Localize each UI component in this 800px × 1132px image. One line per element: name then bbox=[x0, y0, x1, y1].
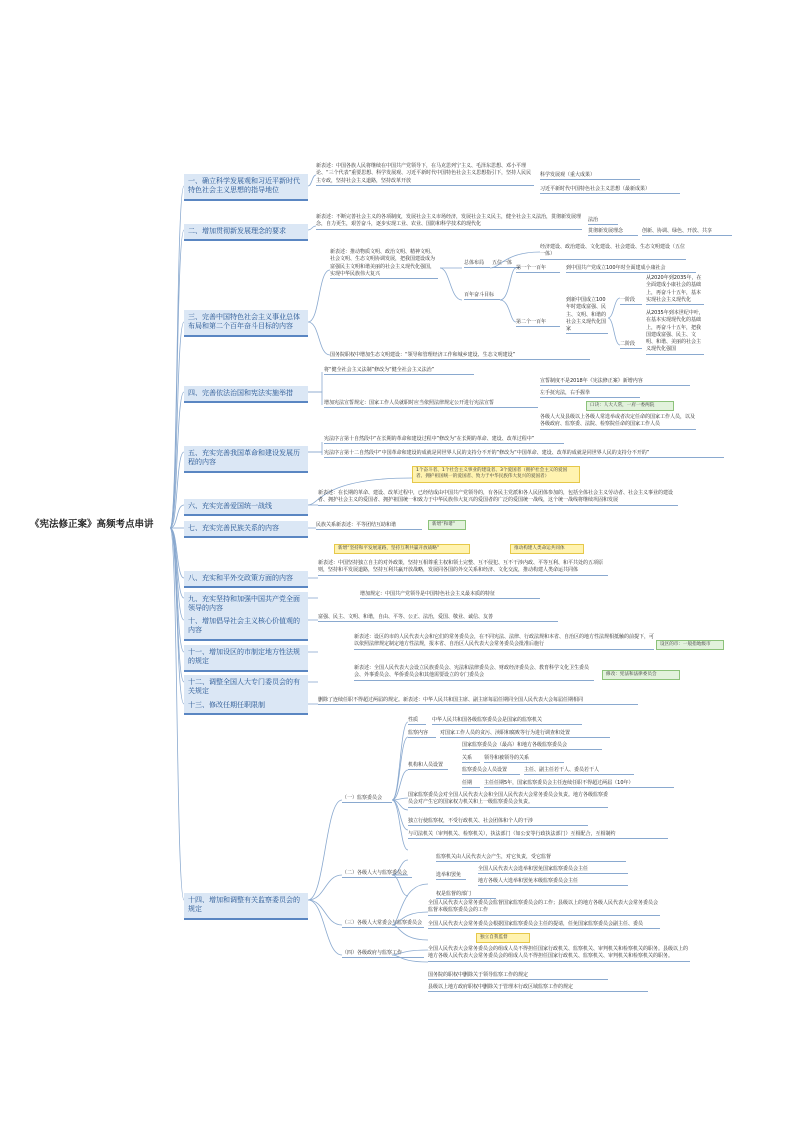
s3-restriction: 全国人民代表大会常务委员会的组成人员不得担任国家行政机关、监察机关、审判机关和检察机关的职务。县级以上的地方各级人民代表大会常务委员会的组成人员不得担任国家行政机关、监察机关、审判机关和检察机关的职务。 bbox=[428, 946, 690, 962]
topic-3-wuwei-content: 经济建设、政治建设、文化建设、社会建设、生态文明建设（五位一体） bbox=[540, 244, 686, 260]
s2-election-2: 地方各级人大选举和罢免本级监察委员会主任 bbox=[478, 878, 628, 886]
topic-11: 十一、增加设区的市制定地方性法规的规定 bbox=[184, 645, 308, 672]
topic-7-note: 新增“和谐” bbox=[428, 520, 466, 530]
mindmap-root: 《宪法修正案》高频考点串讲 bbox=[30, 519, 154, 530]
topic-7: 七、充实完善民族关系的内容 bbox=[184, 521, 308, 538]
topic-6: 六、充实完善爱国统一战线 bbox=[184, 499, 308, 516]
s3-appoint: 全国人民代表大会常务委员会根据国家监察委员会主任的提请，任免国家监察委员会副主任、委员 bbox=[428, 921, 660, 929]
topic-3-stage2: 二阶段 bbox=[620, 341, 642, 349]
s1-content: 监察内容 bbox=[408, 730, 436, 738]
topic-2: 二、增加贯彻新发展理念的要求 bbox=[184, 224, 308, 241]
topic-14-section-2: （二）各级人大与监察委员会 bbox=[342, 870, 412, 878]
topic-10-text: 富强、民主、文明、和谐，自由、平等、公正、法治，爱国、敬业、诚信、友善 bbox=[318, 614, 558, 622]
topic-2-branch-1: 法治 bbox=[588, 217, 618, 225]
topic-9: 九、充实坚持和加强中国共产党全面领导的内容 bbox=[184, 592, 308, 619]
topic-3-zongti: 总体布局 bbox=[464, 260, 490, 268]
topic-3-stage2-content: 从2035年到本世纪中叶，在基本实现现代化的基础上，再奋斗十五年，把我国建成富强、民主、文明、和谐、美丽的社会主义现代化强国 bbox=[646, 310, 704, 355]
s2-election-1: 全国人民代表大会选举和罢免国家监察委员会主任 bbox=[478, 866, 628, 874]
s1-nature-content: 中华人民共和国各级监察委员会是国家的监察机关 bbox=[432, 717, 582, 725]
topic-6-text: 新表述：在长期的革命、建设、改革过程中，已经结成由中国共产党领导的，有各民主党派和各人民团体参加的，包括全体社会主义劳动者、社会主义事业的建设者、拥护社会主义的爱国者、拥护祖国统一和致力于中华民族伟大复兴的爱国者的广泛的爱国统一战线，这个统一战线将继续巩固和发展 bbox=[318, 490, 678, 506]
topic-5: 五、充实完善我国革命和建设发展历程的内容 bbox=[184, 446, 308, 473]
topic-7-text-a: 民族关系新表述：平等团结互助和谐 bbox=[316, 522, 422, 530]
topic-13: 十三、修改任期任职限制 bbox=[184, 698, 308, 715]
topic-3: 三、完善中国特色社会主义事业总体布局和第二个百年奋斗目标的内容 bbox=[184, 310, 308, 337]
topic-12: 十二、调整全国人大专门委员会的有关规定 bbox=[184, 675, 308, 702]
s1-cooperation: 与司法机关（审判机关、检察机关），执法部门（如公安等行政执法部门）互相配合，互相制约 bbox=[408, 831, 668, 839]
topic-12-note: 修改：宪法和法律委员会 bbox=[602, 670, 680, 680]
topic-3-second-content: 到新中国成立100年时建成富强、民主、文明、和谐的社会主义现代化国家 bbox=[566, 297, 608, 334]
s1-structure-1: 国家监察委员会（最高）和地方各级监察委员会 bbox=[462, 742, 602, 750]
topic-8-note-2: 推动构建人类命运共同体 bbox=[510, 544, 584, 554]
topic-3-bainian: 百年奋斗目标 bbox=[464, 292, 500, 300]
s4-item-1: 国务院的职权中删除关于领导监察工作的规定 bbox=[428, 972, 608, 980]
topic-3-stage1-content: 从2020年到2035年，在全面建成小康社会的基础上，再奋斗十五年，基本实现社会主义现代化 bbox=[646, 275, 704, 305]
topic-3-stage1: 一阶段 bbox=[620, 297, 642, 305]
topic-14: 十四、增加和调整有关监察委员会的规定 bbox=[184, 893, 308, 920]
topic-8-text: 新表述：中国坚持独立自主的对外政策，坚持互相尊重主权和领土完整、互不侵犯、互不干涉内政、平等互利、和平共处的五项原则，坚持和平发展道路，坚持互利共赢开放战略，发展同各国的外交关系和经济、文化交流，推动构建人类命运共同体 bbox=[318, 560, 608, 576]
s1-structure: 机构和人员设置 bbox=[408, 762, 448, 770]
s1-nature: 性质 bbox=[408, 717, 426, 725]
topic-11-note: 设区的市：一般指地级市 bbox=[656, 640, 724, 650]
topic-14-section-1: （一）监察委员会 bbox=[342, 795, 392, 803]
s3-note: 独立自我监督 bbox=[476, 933, 530, 943]
s1-structure-2-content: 领导和被领导的关系 bbox=[484, 755, 564, 763]
topic-4-text-a: 将“健全社会主义法制”修改为“健全社会主义法治” bbox=[324, 367, 474, 375]
topic-3-wuwei: 五位一体 bbox=[492, 260, 520, 268]
topic-4: 四、完善依法治国和宪法实施举措 bbox=[184, 386, 308, 403]
topic-1: 一、确立科学发展观和习近平新时代特色社会主义思想的指导地位 bbox=[184, 174, 308, 201]
topic-9-text: 增加规定：中国共产党领导是中国特色社会主义最本质的特征 bbox=[360, 591, 540, 599]
topic-8: 八、充实和平外交政策方面的内容 bbox=[184, 571, 308, 588]
s3-supervise: 全国人民代表大会常务委员会监督国家监察委员会的工作；县级以上的地方各级人民代表大会常务委员会监督本级监察委员会的工作 bbox=[428, 900, 660, 916]
topic-12-text: 新表述：全国人民代表大会设立民族委员会、宪法和法律委员会、财政经济委员会、教育科学文化卫生委员会、外事委员会、华侨委员会和其他需要设立的专门委员会 bbox=[354, 665, 594, 681]
topic-5-text-a: 宪法序言第十自然段中“在长期的革命和建设过程中”修改为“在长期的革命、建设、改革过程中” bbox=[324, 436, 564, 444]
topic-14-section-3: （三）各级人大常委会与监察委员会 bbox=[342, 920, 424, 928]
topic-3-first: 第一个一百年 bbox=[516, 265, 560, 273]
topic-4-text-b: 增加宪法宣誓规定：国家工作人员就职时应当依照法律规定公开进行宪法宣誓 bbox=[324, 400, 538, 408]
topic-1-text: 新表述：中国各族人民将继续在中国共产党领导下，在马克思列宁主义、毛泽东思想、邓小平理论、“三个代表”重要思想、科学发展观、习近平新时代中国特色社会主义思想指引下，坚持人民民主专政，坚持社会主义道路，坚持改革开放 bbox=[316, 163, 534, 186]
topic-10: 十、增加倡导社会主义核心价值观的内容 bbox=[184, 614, 308, 641]
topic-2-branch-3: 创新、协调、绿色、开放、共享 bbox=[642, 228, 732, 236]
s1-structure-2: 关系 bbox=[462, 755, 480, 763]
topic-1-branch-2: 习近平新时代中国特色社会主义思想（最新成果） bbox=[540, 186, 680, 194]
topic-6-note: 1个奋斗者、1个社会主义事业的建设者、3个爱国者（拥护社会主义的爱国者、拥护祖国统一的爱国者、致力于中华民族伟大复兴的爱国者） bbox=[412, 466, 580, 483]
topic-8-note-1: 新增“坚持和平发展道路，坚持互利共赢开放战略” bbox=[334, 544, 470, 554]
s1-independence: 独立行使监察权，不受行政机关、社会团体和个人的干涉 bbox=[408, 818, 588, 826]
s1-term: 任期 bbox=[462, 780, 480, 788]
s2-election: 选举和罢免 bbox=[436, 872, 466, 880]
topic-1-branch-1: 科学发展观（重大成果） bbox=[540, 172, 640, 180]
topic-4-branch-2: 左手抚宪法，右手握拳 bbox=[540, 390, 640, 398]
topic-11-text: 新表述：设区的市的人民代表大会和它们的常务委员会，在不同宪法、法律、行政法规和本省、自治区的地方性法规相抵触的前提下，可以依照法律规定制定地方性法规，报本省、自治区人民代表大会常务委员会批准后施行 bbox=[354, 634, 654, 650]
topic-5-text-b: 宪法序言第十二自然段中“中国革命和建设的成就是同世界人民的支持分不开的”修改为“中国革命、建设、改革的成就是同世界人民的支持分不开的” bbox=[324, 450, 724, 458]
s4-item-2: 县级以上地方政府职权中删除关于管理本行政区域监察工作的规定 bbox=[428, 984, 648, 992]
s1-responsibility: 国家监察委员会对全国人民代表大会和全国人民代表大会常务委员会负责。地方各级监察委员会对产生它的国家权力机关和上一级监察委员会负责。 bbox=[408, 792, 608, 808]
topic-2-text: 新表述：不断完善社会主义的各项制度，发展社会主义市场经济，发展社会主义民主，健全社会主义法治，贯彻新发展理念，自力更生，艰苦奋斗，逐步实现工业、农业、国防和科学技术的现代化 bbox=[316, 214, 582, 230]
s1-term-content: 主任任期5年，国家监察委员会主任连续任职不得超过两届（10年） bbox=[484, 780, 674, 788]
topic-3-second: 第二个一百年 bbox=[516, 319, 560, 327]
s1-content-text: 对国家工作人员的贪污、渎职和腐败等行为进行调查和处置 bbox=[440, 730, 610, 738]
topic-2-branch-2: 贯彻新发展理念 bbox=[588, 228, 638, 236]
topic-4-mnemonic-note: 口诀：人大人常，一府一委两院 bbox=[586, 401, 674, 411]
topic-14-section-4: （四）各级政府与监察工作 bbox=[342, 950, 424, 958]
topic-3-extra: 国务院职权中增加生态文明建设：“领导和管理经济工作和城乡建设、生态文明建设” bbox=[330, 352, 590, 360]
topic-4-branch-1: 宣誓制度不是2018年《宪法修正案》新增内容 bbox=[540, 378, 690, 386]
s2-origin: 监察机关由人民代表大会产生，对它负责，受它监督 bbox=[436, 854, 626, 862]
topic-13-text: 删除了连续任职不得超过两届的规定。新表述：中华人民共和国主席、副主席每届任期同全国人民代表大会每届任期相同 bbox=[318, 697, 638, 705]
topic-3-first-content: 到中国共产党成立100年时全面建成小康社会 bbox=[566, 265, 696, 273]
topic-4-branch-4: 各级人大及县级以上各级人常选举或者决定任命的国家工作人员，以及各级政府、监察委、法院、检察院任命的国家工作人员 bbox=[540, 414, 696, 430]
topic-3-text: 新表述：推动物质文明、政治文明、精神文明、社会文明、生态文明协调发展，把我国建设成为富强民主文明和谐美丽的社会主义现代化强国，实现中华民族伟大复兴 bbox=[330, 249, 438, 279]
s1-structure-3: 监察委员会人员设置 bbox=[462, 767, 520, 775]
s2-supervision: 权是监督的部门 bbox=[436, 891, 496, 899]
s1-structure-3-content: 主任、副主任若干人、委员若干人 bbox=[524, 767, 634, 775]
